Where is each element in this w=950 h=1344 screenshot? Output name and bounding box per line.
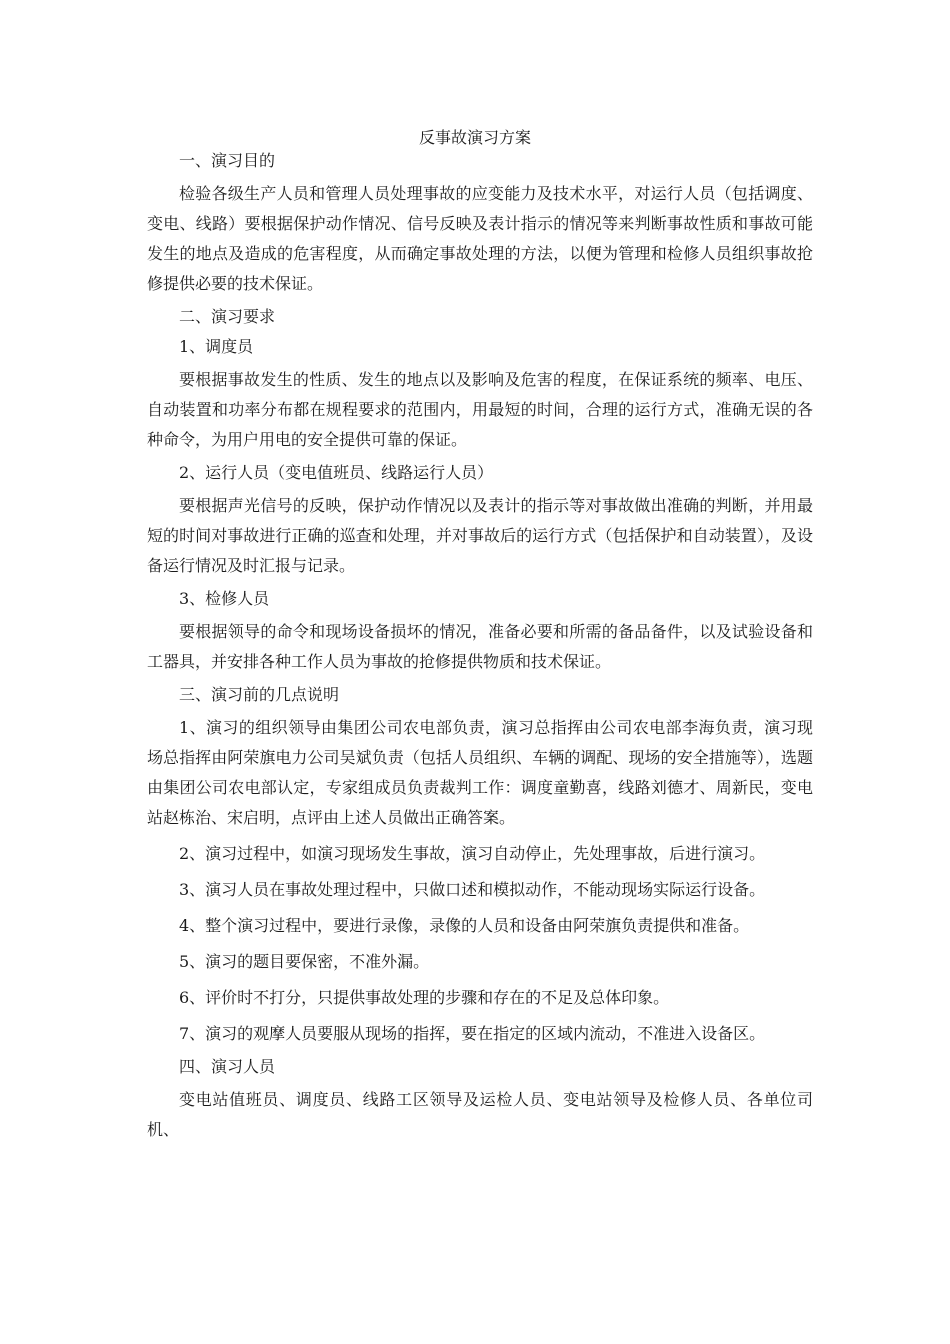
paragraph: 要根据领导的命令和现场设备损坏的情况，准备必要和所需的备品备件，以及试验设备和工器具，并安排各种工作人员为事故的抢修提供物质和技术保证。 [147, 622, 813, 671]
paragraph: 检验各级生产人员和管理人员处理事故的应变能力及技术水平，对运行人员（包括调度、变电、线路）要根据保护动作情况、信号反映及表计指示的情况等来判断事故性质和事故可能发生的地点及造成的危害程度，从而确定事故处理的方法，以便为管理和检修人员组织事故抢修提供必要的技术保证。 [147, 184, 813, 293]
subsection-heading: 1、调度员 [179, 337, 254, 356]
list-item: 6、评价时不打分，只提供事故处理的步骤和存在的不足及总体印象。 [179, 988, 670, 1007]
document-title: 反事故演习方案 [418, 128, 531, 147]
section-heading: 一、演习目的 [179, 151, 276, 170]
document-body [147, 149, 813, 1151]
list-item: 4、整个演习过程中，要进行录像，录像的人员和设备由阿荣旗负责提供和准备。 [179, 916, 750, 935]
section-heading: 二、演习要求 [179, 307, 276, 326]
paragraph: 变电站值班员、调度员、线路工区领导及运检人员、变电站领导及检修人员、各单位司机、 [147, 1090, 813, 1139]
list-item: 1、演习的组织领导由集团公司农电部负责，演习总指挥由公司农电部李海负责，演习现场总指挥由阿荣旗电力公司吴斌负责（包括人员组织、车辆的调配、现场的安全措施等），选题由集团公司农电部认定，专家组成员负责裁判工作：调度童勤喜，线路刘德才、周新民，变电站赵栋治、宋启明，点评由上述人员做出正确答案。 [147, 718, 813, 827]
paragraph: 要根据声光信号的反映，保护动作情况以及表计的指示等对事故做出准确的判断，并用最短的时间对事故进行正确的巡查和处理，并对事故后的运行方式（包括保护和自动装置），及设备运行情况及时汇报与记录。 [147, 496, 813, 575]
section-heading: 四、演习人员 [179, 1057, 276, 1076]
list-item: 2、演习过程中，如演习现场发生事故，演习自动停止，先处理事故，后进行演习。 [179, 844, 766, 863]
subsection-heading: 2、运行人员（变电值班员、线路运行人员） [179, 463, 494, 482]
paragraph: 要根据事故发生的性质、发生的地点以及影响及危害的程度，在保证系统的频率、电压、自动装置和功率分布都在规程要求的范围内，用最短的时间，合理的运行方式，准确无误的各种命令，为用户用电的安全提供可靠的保证。 [147, 370, 813, 449]
subsection-heading: 3、检修人员 [179, 589, 270, 608]
section-heading: 三、演习前的几点说明 [179, 685, 340, 704]
list-item: 3、演习人员在事故处理过程中，只做口述和模拟动作，不能动现场实际运行设备。 [179, 880, 766, 899]
list-item: 5、演习的题目要保密，不准外漏。 [179, 952, 430, 971]
list-item: 7、演习的观摩人员要服从现场的指挥，要在指定的区域内流动，不准进入设备区。 [179, 1024, 766, 1043]
